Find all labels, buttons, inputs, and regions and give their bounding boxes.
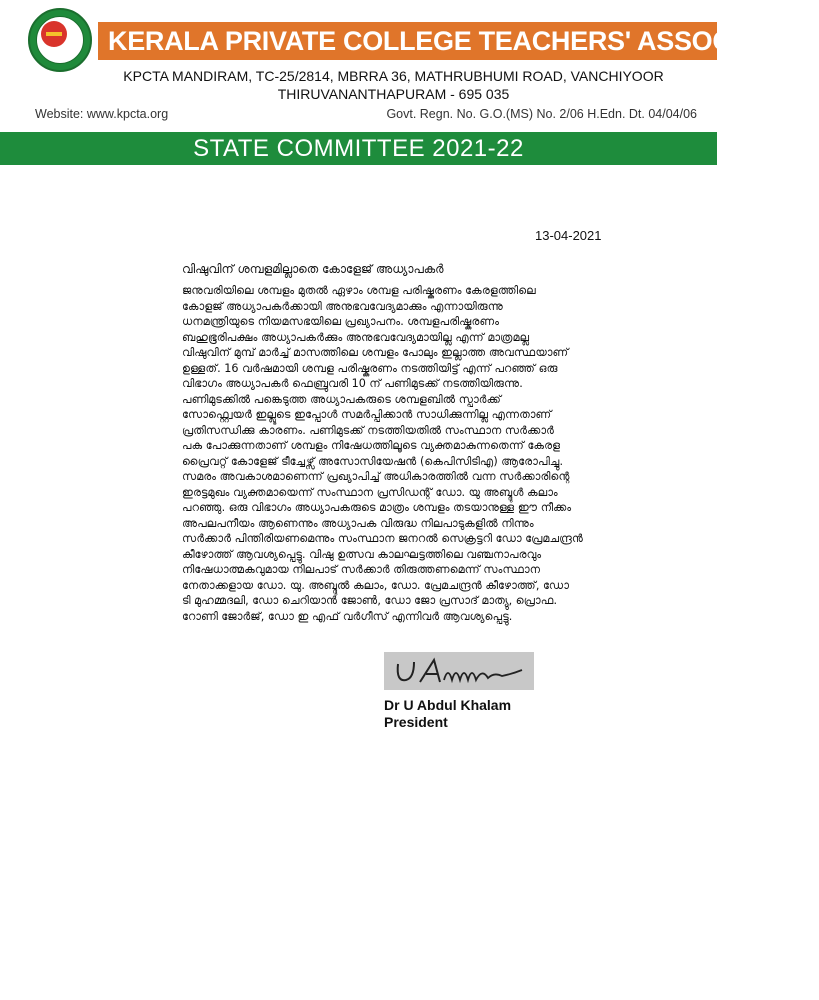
body-line: വിഷുവിന് മുമ്പ് മാർച്ച് മാസത്തിലെ ശമ്പളം പോലും ഇല്ലാത്ത അവസ്ഥയാണ് xyxy=(182,346,569,359)
handwritten-signature xyxy=(384,652,534,690)
body-line: ടി മുഹമ്മദലി, ഡോ ചെറിയാൻ ജോൺ, ഡോ ജോ പ്രസാദ് മാത്യു, പ്രൊഫ. xyxy=(182,594,558,607)
body-line: റോണി ജോർജ്, ഡോ ഇ എഫ് വർഗീസ് എന്നിവർ ആവശ്യപ്പെട്ടു. xyxy=(182,609,513,623)
body-line: നേതാക്കളായ ഡോ. യു. അബ്ദുൽ കലാം, ഡോ. പ്രേമചന്ദ്രൻ കീഴോത്ത്, ഡോ xyxy=(182,578,570,592)
letter-body xyxy=(182,283,652,624)
letter-date: 13-04-2021 xyxy=(535,228,602,243)
committee-banner xyxy=(0,132,717,165)
signer-role: President xyxy=(384,714,448,730)
body-line: നിഷേധാത്മകവുമായ നിലപാട് സർക്കാർ തിരുത്തണമെന്ന് സംസ്ഥാന xyxy=(182,563,541,576)
body-line: പണിമുടക്കിൽ പങ്കെടുത്ത അധ്യാപകരുടെ ശമ്പളബിൽ സ്പാർക്ക് xyxy=(182,392,501,406)
body-line: പറഞ്ഞു. ഒരു വിഭാഗം അധ്യാപകരുടെ മാത്രം ശമ്പളം തടയാനുള്ള ഈ നീക്കം xyxy=(182,501,572,514)
body-line: പക പോക്കുന്നതാണ് ശമ്പളം നിഷേധത്തിലൂടെ വ്യക്തമാകുന്നതെന്ന് കേരള xyxy=(182,439,561,452)
body-line: കോളജ് അധ്യാപകർക്കായി അനുഭവവേദ്യമാക്കും എന്നായിരുന്നു xyxy=(182,299,503,313)
body-line: സോഫ്റ്റ്വെയർ ഇല്ലൂടെ ഇപ്പോൾ സമർപ്പിക്കാൻ സാധിക്കുന്നില്ല എന്നതാണ് xyxy=(182,408,552,421)
address-line-1: KPCTA MANDIRAM, TC-25/2814, MBRRA 36, MATHRUBHUMI ROAD, VANCHIYOOR xyxy=(123,68,664,84)
website-text: Website: www.kpcta.org xyxy=(35,107,169,121)
association-logo xyxy=(28,8,92,72)
association-name: KERALA PRIVATE COLLEGE TEACHERS' ASSOCIATION xyxy=(108,26,819,56)
body-line: സമരം അവകാശമാണെന്ന് പ്രഖ്യാപിച്ച് അധികാരത്തിൽ വന്ന സർക്കാരിന്റെ xyxy=(182,470,570,483)
body-line: ഇരട്ടമുഖം വ്യക്തമായെന്ന് സംസ്ഥാന പ്രസിഡന്റ് ഡോ. യു അബ്ദുൾ കലാം xyxy=(182,485,558,499)
title-banner xyxy=(98,22,819,60)
body-line: സർക്കാർ പിന്തിരിയണമെന്നും സംസ്ഥാന ജനറൽ സെക്രട്ടറി ഡോ പ്രേമചന്ദ്രൻ xyxy=(182,532,584,545)
body-line: പ്രൈവറ്റ് കോളേജ് ടീച്ചേഴ്സ് അസോസിയേഷൻ (കെപിസിടിഎ) ആരോപിച്ചു. xyxy=(182,454,564,468)
body-line: ബഹുഭൂരിപക്ഷം അധ്യാപകർക്കും അനുഭവവേദ്യമായില്ല എന്ന് മാത്രമല്ല xyxy=(182,330,530,344)
address-line-2: THIRUVANANTHAPURAM - 695 035 xyxy=(277,86,510,102)
registration-text: Govt. Regn. No. G.O.(MS) No. 2/06 H.Edn. Dt. 04/04/06 xyxy=(386,107,697,121)
logo-emblem xyxy=(41,21,67,47)
signer-name: Dr U Abdul Khalam xyxy=(384,697,512,713)
body-line: ജനുവരിയിലെ ശമ്പളം മുതൽ ഏഴാം ശമ്പള പരിഷ്കരണം കേരളത്തിലെ xyxy=(182,284,536,297)
body-line: അപലപനീയം ആണെന്നും അധ്യാപക വിരുദ്ധ നിലപാടുകളിൽ നിന്നും xyxy=(182,516,534,530)
body-line: വിഭാഗം അധ്യാപകർ ഫെബ്രുവരി 10 ന് പണിമുടക്ക് നടത്തിയിരുന്നു. xyxy=(182,377,523,390)
body-line: ധനമന്ത്രിയുടെ നിയമസഭയിലെ പ്രഖ്യാപനം. ശമ്പളപരിഷ്കരണം xyxy=(182,315,500,328)
body-line: കീഴോത്ത് ആവശ്യപ്പെട്ടു. വിഷു ഉത്സവ കാലഘട്ടത്തിലെ വഞ്ചനാപരവും xyxy=(182,547,542,561)
committee-title: STATE COMMITTEE 2021-22 xyxy=(193,135,524,162)
letter-subject: വിഷുവിന് ശമ്പളമില്ലാതെ കോളേജ് അധ്യാപകർ xyxy=(182,262,444,276)
body-line: പ്രതിസന്ധിക്കു കാരണം. പണിമുടക്ക് നടത്തിയതിൽ സംസ്ഥാന സർക്കാർ xyxy=(182,423,554,437)
signature-scribble xyxy=(384,652,534,690)
body-line: ഉള്ളത്. 16 വർഷമായി ശമ്പള പരിഷ്കരണം നടത്തിയിട്ട് എന്ന് പറഞ്ഞ് ഒരു xyxy=(182,361,558,375)
